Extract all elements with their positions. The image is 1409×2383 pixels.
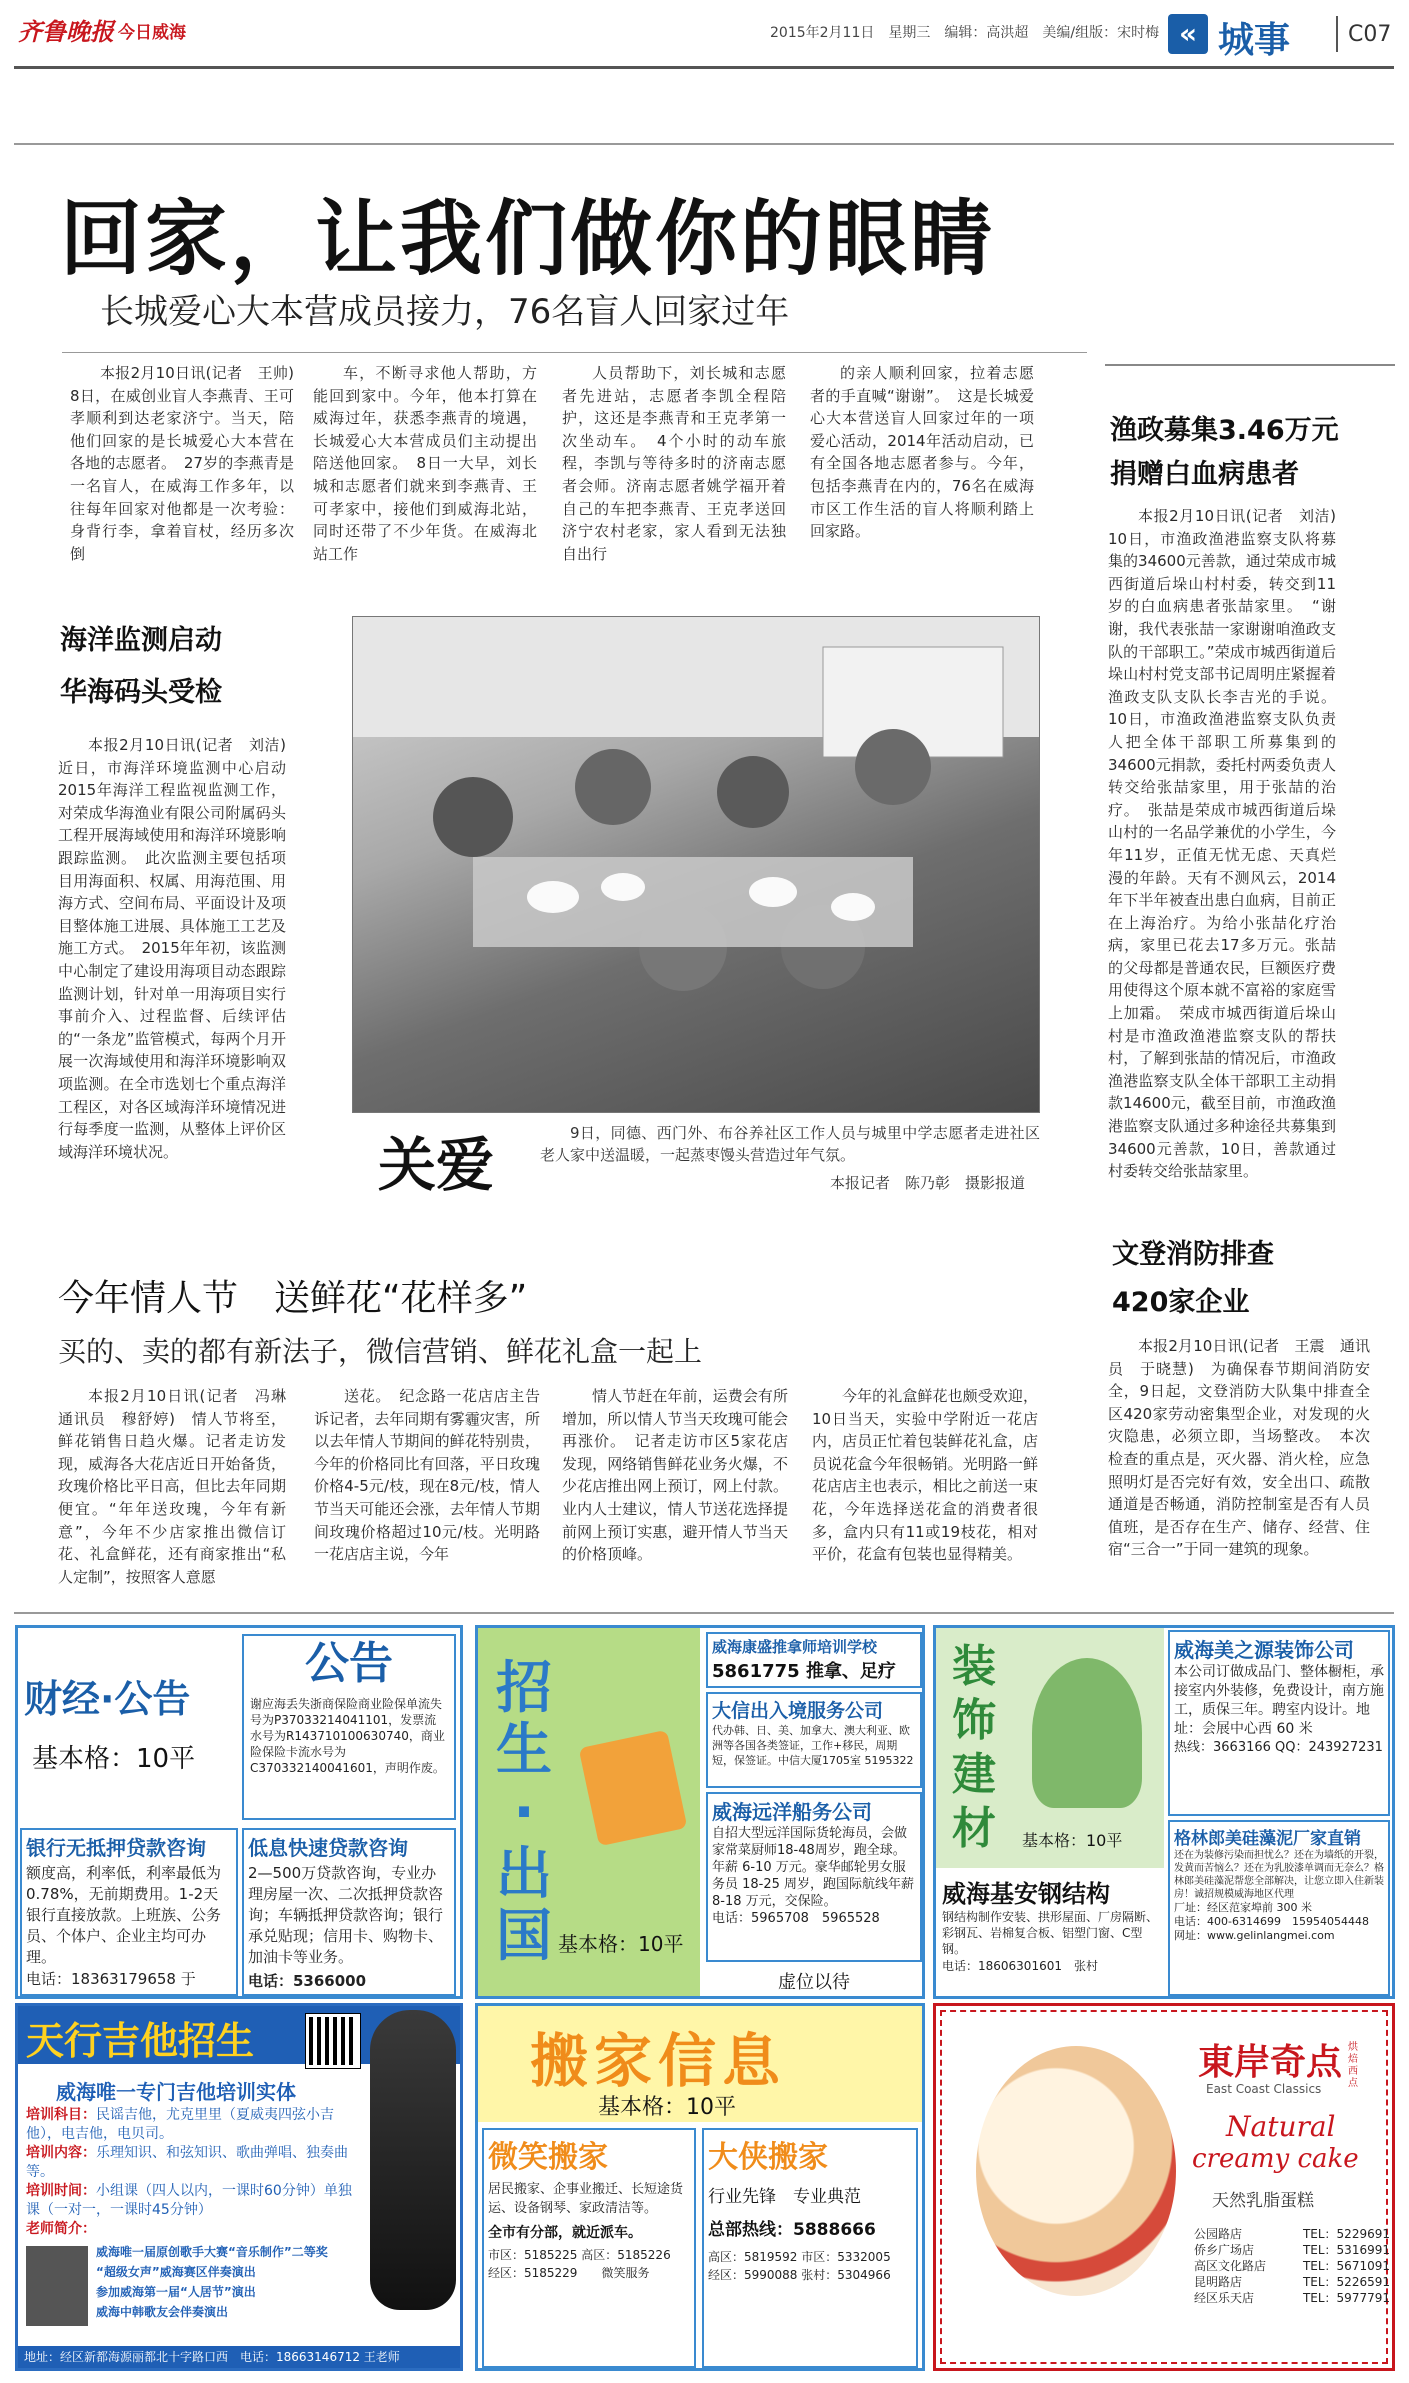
ad-loan-2 (242, 1828, 456, 1996)
photo-bun (601, 873, 645, 901)
fire-title-1: 文登消防排查 (1112, 1239, 1274, 1270)
ad-loan-2-title: 低息快速贷款咨询 (248, 1836, 408, 1860)
lead-subtitle: 长城爱心大本营成员接力，76名盲人回家过年 (100, 292, 790, 332)
ad-visa (706, 1692, 922, 1788)
page-number: C07 (1348, 22, 1392, 47)
ad-massage-title: 威海康盛推拿师培训学校 (712, 1638, 878, 1656)
photo-bun (527, 881, 579, 913)
ad-gelin-addr: 厂址：经区范家埠前 300 米 (1174, 1901, 1312, 1914)
ad-steel-body: 钢结构制作安装、拱形屋面、厂房隔断、彩钢瓦、岩棉复合板、铝塑门窗、C型钢。 (942, 1910, 1159, 1956)
ad-bakery-en: East Coast Classics (1206, 2082, 1322, 2096)
ad-notice-title: 公告 (305, 1638, 393, 1689)
section-tag: 城事 (1218, 19, 1291, 61)
lead-headline: 回家，让我们做你的眼睛 (60, 191, 996, 287)
ad-gelin-phone: 电话：400-6314699 15954054448 (1174, 1915, 1369, 1928)
ad-steel (938, 1872, 1164, 1996)
store-name: 高区文化路店 (1194, 2259, 1267, 2273)
ad-moving-title: 搬家信息 (530, 2027, 787, 2095)
ocean-title-1: 海洋监测启动 (60, 625, 222, 656)
top-rule (14, 143, 1394, 145)
ad-dx-phone-1: 高区：5819592 市区：5332005 (708, 2250, 891, 2264)
ad-guitar-title: 天行吉他招生 (26, 2019, 255, 2063)
ad-guitar-row-2 (26, 2144, 362, 2182)
ad-bakery (933, 2003, 1395, 2371)
ad-gelin-web: 网址：www.gelinlangmei.com (1174, 1929, 1335, 1942)
ad-visa-title: 大信出入境服务公司 (712, 1700, 884, 1722)
chevron-left-icon: « (1168, 14, 1208, 54)
ad-notice-body: 谢应海丢失浙商保险商业险保单流失号为P37033214041101，发票流水号为R143710100630740，商业险保险卡流水号为C370332140041601，声明作废。 (250, 1697, 445, 1775)
ad-ship-body: 自招大型远洋国际货轮海员，会做家常菜厨师18-48周岁，跑全球。年薪 6-10 万元。豪华邮轮男女服务员 18-25 周岁，跑国际航线年薪 8-18 万元，交保险。 (712, 1826, 915, 1909)
store-tel: TEL：5671091 (1302, 2259, 1390, 2273)
lead-rule (62, 352, 1087, 353)
valentine-col-2: 送花。 纪念路一花店店主告诉记者，去年同期有雾霾灾害，所以去年情人节期间的鲜花特别贵，今年的价格同比有回落，平日玫瑰价格4-5元/枝，现在8元/枝，情人节当天可能还会涨，去年情人节期间玫瑰价格超过10元/枝。光明路一花店店主说，今年 (314, 1387, 540, 1564)
ad-loan-2-body: 2—500万贷款咨询，专业办理房屋一次、二次抵押贷款咨询；车辆抵押贷款咨询；银行承兑贴现；信用卡、购物卡、加油卡等业务。 (248, 1864, 444, 1966)
ad-wx-slogan: 全市有分部，就近派车。 (488, 2225, 642, 2241)
ad-moving-base: 基本格：10平 (598, 2095, 736, 2120)
ad-finance-base: 基本格：10平 (32, 1744, 196, 1774)
ads-rule (14, 1612, 1394, 1614)
photo-bun (831, 893, 875, 921)
ad-guitar-teacher-3: 参加威海第一届“人居节”演出 (96, 2285, 256, 2299)
lead-col-1: 本报2月10日讯(记者 王帅) 8日，在威创业盲人李燕青、王可孝顺利到达老家济宁。当天，陪他们回家的是长城爱心大本营在各地的志愿者。 27岁的李燕青是一名盲人，在威海工作多年，以往每年回家对他都是一次考验：身背行李，拿着盲杖，经历多次倒 (70, 364, 310, 563)
store-row (1194, 2226, 1390, 2242)
valentine-headline: 今年情人节 送鲜花“花样多” (58, 1278, 528, 1319)
header-rule (14, 66, 1394, 69)
ad-recruit-base: 基本格：10平 (558, 1932, 684, 1956)
ad-finance-title: 财经·公告 (24, 1677, 191, 1721)
ad-bakery-brand-sub: 烘焙西点 (1348, 2042, 1358, 2089)
section-name: 今日威海 (118, 23, 186, 43)
store-row (1194, 2242, 1390, 2258)
ad-bakery-slogan-en-1: Natural (1226, 2110, 1336, 2143)
ad-guitar-addr: 地址：经区新都海源丽都北十字路口西 电话：18663146712 王老师 (18, 2346, 460, 2368)
ad-moving (475, 2003, 925, 2371)
fishery-rule (1105, 364, 1395, 366)
fishery-title-2: 捐赠白血病患者 (1110, 459, 1299, 490)
fire-body: 本报2月10日讯(记者 王震 通讯员 于晓慧) 为确保春节期间消防安全，9日起，文登消防大队集中排查全区420家劳动密集型企业，对发现的火灾隐患，必须立即，当场整改。 本次检查的重点是，灭火器、消火栓，应急照明灯是否完好有效，安全出口、疏散通道是否畅通，消防控制室是否有人员值班，是否存在生产、储存、经营、住宿“三合一”于同一建筑的现象。 (1108, 1337, 1370, 1559)
ad-vacant: 虚位以待 (778, 1972, 850, 1993)
ad-guitar-rows (26, 2106, 362, 2239)
ad-guitar (15, 2003, 463, 2371)
ad-gelin-body: 还在为装修污染而担忧么？还在为墙纸的开裂，发黄而苦恼么？还在为乳胶漆单调而无奈么？格林郎美硅藻泥帮您全部解决，让您立即入住新装房！诚招规模威海地区代理 (1174, 1850, 1384, 1900)
ad-guitar-teacher-1: 威海唯一届原创歌手大赛“音乐制作”二等奖 (96, 2245, 328, 2259)
photo-person (717, 756, 789, 828)
ad-recruit-title: 招生·出国 (496, 1656, 552, 1969)
store-name: 公园路店 (1194, 2227, 1243, 2241)
ad-visa-body: 代办韩、日、美、加拿大、澳大利亚、欧洲等各国各类签证，工作+移民，周期短，保签证。中信大厦1705室 5195322 (712, 1724, 914, 1767)
ad-finance (15, 1625, 463, 1999)
ad-guitar-teacher-2: “超级女声”威海赛区伴奏演出 (96, 2265, 256, 2279)
ad-recruit (475, 1625, 925, 1999)
ad-decor-title: 装饰建材 (952, 1641, 996, 1854)
issue-meta: 2015年2月11日 星期三 编辑：高洪超 美编/组版：宋时梅 (770, 25, 1160, 41)
ad-loan-1 (20, 1828, 238, 1996)
store-tel: TEL：5316991 (1302, 2243, 1390, 2257)
newspaper-logo: 齐鲁晚报 (18, 17, 114, 46)
header-divider (1336, 16, 1338, 52)
store-row (1194, 2290, 1390, 2306)
ad-meizhiyuan-title: 威海美之源装饰公司 (1174, 1638, 1354, 1662)
ad-gelin-title: 格林郎美硅藻泥厂家直销 (1174, 1829, 1361, 1849)
ad-guitar-row-3 (26, 2182, 362, 2220)
ad-guitar-teacher (96, 2242, 372, 2322)
photo-scene (353, 617, 1039, 1112)
lead-col-2: 车，不断寻求他人帮助，方能回到家中。今年，他本打算在威海过年，获悉李燕青的境遇，长城爱心大本营成员们主动提出陪送他回家。 8日一大早，刘长城和志愿者们就来到李燕青、王可孝家中，接他们到威海北站，同时还带了不少年货。在威海北站工作 (313, 364, 537, 563)
ad-guitar-row-3-key: 培训时间： (26, 2183, 96, 2199)
valentine-col-4: 今年的礼盒鲜花也颇受欢迎，10日当天，实验中学附近一花店内，店员正忙着包装鲜花礼盒，店员说花盒今年很畅销。光明路一鲜花店店主也表示，相比之前送一束花，今年选择送花盒的消费者很多，盒内只有11或19枝花，相对平价，花盒有包装也显得精美。 (812, 1387, 1038, 1564)
ad-loan-1-body: 额度高，利率低，利率最低为0.78%，无前期费用。1-2天银行直接放款。上班族、公务员、个体户、企业主均可办理。 (26, 1864, 222, 1966)
valentine-col-3: 情人节赶在年前，运费会有所增加，所以情人节当天玫瑰可能会再涨价。 记者走访市区5家花店发现，网络销售鲜花业务火爆，不少花店推出网上预订，网上付款。业内人士建议，情人节送花选择提前网上预订实惠，避开情人节当天的价格顶峰。 (562, 1387, 788, 1564)
cake-icon (976, 2046, 1176, 2296)
ad-meizhiyuan-phone: 热线：3663166 QQ：243927231 (1174, 1740, 1383, 1755)
lead-col-3: 人员帮助下，刘长城和志愿者先进站，志愿者李凯全程陪护，这还是李燕青和王克孝第一次坐动车。 4个小时的动车旅程，李凯与等待多时的济南志愿者会师。济南志愿者姚学福开着自己的车把李燕青、王克孝送回济宁农村老家，家人看到无法独自出行 (562, 364, 786, 563)
ad-bakery-slogan-en-2: creamy cake (1192, 2144, 1359, 2174)
ad-bakery-brand: 東岸奇点 (1198, 2042, 1343, 2083)
ad-guitar-row-1 (26, 2106, 362, 2144)
teacher-photo (26, 2246, 88, 2326)
photo-credit: 本报记者 陈乃彰 摄影报道 (830, 1174, 1026, 1192)
ad-guitar-sub: 威海唯一专门吉他培训实体 (56, 2080, 296, 2104)
photo-label: 关爱 (378, 1131, 495, 1199)
ad-meizhiyuan-body: 本公司订做成品门、整体橱柜，承接室内外装修，免费设计，南方施工，质保三年。聘室内设计。地址：会展中心西 60 米 (1174, 1664, 1384, 1737)
ad-decor-base: 基本格：10平 (1022, 1831, 1123, 1850)
ocean-title-2: 华海码头受检 (60, 677, 222, 708)
ad-wx-phone-1: 市区：5185225 高区：5185226 (488, 2248, 671, 2262)
ad-guitar-teacher-4: 威海中韩歌友会伴奏演出 (96, 2305, 229, 2319)
ad-massage (706, 1632, 922, 1688)
ad-massage-phone: 5861775 推拿、足疗 (712, 1661, 896, 1682)
ad-guitar-row-1-val: 民谣吉他，尤克里里（夏威夷四弦小吉他），电吉他，电贝司。 (26, 2107, 334, 2142)
ad-meizhiyuan (1168, 1630, 1390, 1816)
store-row (1194, 2274, 1390, 2290)
worker-icon (1032, 1658, 1142, 1808)
qr-code-icon (306, 2014, 360, 2068)
ad-bakery-slogan: 天然乳脂蛋糕 (1212, 2191, 1314, 2211)
ad-bakery-stores (1194, 2226, 1390, 2306)
ad-dx-phone-2: 经区：5990088 张村：5304966 (708, 2268, 891, 2282)
ad-decor (933, 1625, 1395, 1999)
ad-wx-phone-2: 经区：5185229 微笑服务 (488, 2266, 650, 2280)
photo-person (433, 777, 513, 857)
ad-dx-body: 行业先锋 专业典范 (708, 2187, 861, 2207)
guitar-icon (370, 2010, 456, 2310)
ad-loan-1-phone: 电话：18363179658 于 (26, 1970, 196, 1988)
ocean-body: 本报2月10日讯(记者 刘洁) 近日，市海洋环境监测中心启动2015年海洋工程监视监测工作，对荣成华海渔业有限公司附属码头工程开展海域使用和海洋环境影响跟踪监测。 此次监测主要包括项目用海面积、权属、用海范围、用海方式、空间布局、平面设计及项目整体施工进展、具体施工工艺及施工方式。 2015年年初，该监测中心制定了建设用海项目动态跟踪监测计划，针对单一用海项目实行事前介入、过程监督、后续评估的“一条龙”监管模式，每两个月开展一次海域使用和海洋环境影响双项监测。在全市选划七个重点海洋工程区，对各区域海洋环境情况进行每季度一监测，从整体上评价区域海洋环境状况。 (58, 736, 302, 1161)
ad-notice-box (242, 1634, 456, 1820)
store-tel: TEL：5226591 (1302, 2275, 1390, 2289)
fishery-body: 本报2月10日讯(记者 刘洁) 10日，市渔政渔港监察支队将募集的34600元善款，通过荣成市城西街道后垛山村村委，转交到11岁的白血病患者张喆家里。 “谢谢，我代表张喆一家谢谢咱渔政支队的干部职工。”荣成市城西街道后垛山村村党支部书记周明庄紧握着渔政支队支队长李吉光的手说。10日，市渔政渔港监察支队负责人把全体干部职工所募集到的34600元捐款，委托村两委负责人转交给张喆家里，用于张喆的治疗。 张喆是荣成市城西街道后垛山村的一名品学兼优的小学生，今年11岁，正值无忧无虑、天真烂漫的年龄。天有不测风云，2014年下半年被查出患白血病，目前正在上海治疗。为给小张喆化疗治病，家里已花去17多万元。张喆的父母都是普通农民，巨额医疗费用使得这个原本就不富裕的家庭雪上加霜。 荣成市城西街道后垛山村是市渔政渔港监察支队的帮扶村，了解到张喆的情况后，市渔政渔港监察支队全体干部职工主动捐款14600元，截至目前，市渔政渔港监察支队通过多种途径共募集到34600元善款，10日，善款通过村委转交给张喆家里。 (1108, 507, 1352, 1181)
ad-wx-title: 微笑搬家 (488, 2140, 608, 2175)
store-tel: TEL：5229691 (1302, 2227, 1390, 2241)
store-name: 侨乡广场店 (1194, 2243, 1255, 2257)
photo-caption: 9日，同德、西门外、布谷养社区工作人员与城里中学志愿者走进社区老人家中送温暖，一起蒸枣馒头营造过年气氛。 (540, 1124, 1040, 1164)
ad-ship (706, 1792, 922, 1962)
lead-col-4: 的亲人顺利回家，拉着志愿者的手直喊“谢谢”。 这是长城爱心大本营送盲人回家过年的一项爱心活动，2014年活动启动，已有全国各地志愿者参与。今年，包括李燕青在内的，76名在威海市区工作生活的盲人将顺利踏上回家路。 (810, 364, 1034, 541)
ad-wx-body: 居民搬家、企事业搬迁、长短途货运、设备钢琴、家政清洁等。 (488, 2182, 684, 2216)
ad-guitar-teacher-key: 老师简介： (26, 2221, 96, 2237)
fire-title-2: 420家企业 (1112, 1287, 1250, 1318)
photo-person (575, 749, 651, 825)
photo-person (855, 729, 931, 805)
ad-steel-phone: 电话：18606301601 张村 (942, 1959, 1098, 1973)
photo-volunteers (352, 616, 1040, 1113)
store-name: 昆明路店 (1194, 2275, 1243, 2289)
store-row (1194, 2258, 1390, 2274)
ad-guitar-row-1-key: 培训科目： (26, 2107, 96, 2123)
ad-dx-title: 大侠搬家 (708, 2140, 828, 2175)
valentine-col-1: 本报2月10日讯(记者 冯琳 通讯员 穆舒婷) 情人节将至，鲜花销售日趋火爆。记者走访发现，威海各大花店近日开始备货，玫瑰价格比平日高，但比去年同期便宜。“年年送玫瑰，今年有新意”，今年不少店家推出微信订花、礼盒鲜花，还有商家推出“私人定制”，按照客人意愿 (58, 1387, 302, 1586)
store-tel: TEL：5977791 (1302, 2291, 1390, 2305)
ad-wx (482, 2128, 696, 2368)
photo-bun (749, 877, 797, 907)
ad-guitar-row-2-val: 乐理知识、和弦知识、歌曲弹唱、独奏曲等。 (26, 2145, 348, 2180)
ad-steel-title: 威海基安钢结构 (942, 1880, 1110, 1908)
ad-guitar-row-3-val: 小组课（四人以内，一课时60分钟）单独课（一对一，一课时45分钟） (26, 2183, 352, 2218)
ad-loan-1-title: 银行无抵押贷款咨询 (26, 1836, 206, 1860)
ad-ship-phone: 电话：5965708 5965528 (712, 1911, 880, 1926)
fishery-title-1: 渔政募集3.46万元 (1110, 415, 1339, 446)
ad-guitar-row-2-key: 培训内容： (26, 2145, 96, 2161)
valentine-subtitle: 买的、卖的都有新法子，微信营销、鲜花礼盒一起上 (58, 1335, 703, 1368)
ad-dx (702, 2128, 918, 2368)
ad-loan-2-phone: 电话：5366000 (248, 1972, 367, 1990)
ad-dx-hotline: 总部热线：5888666 (708, 2220, 876, 2240)
ad-ship-title: 威海远洋船务公司 (712, 1800, 872, 1824)
ad-gelin (1168, 1820, 1390, 1996)
store-name: 经区乐天店 (1194, 2291, 1255, 2305)
